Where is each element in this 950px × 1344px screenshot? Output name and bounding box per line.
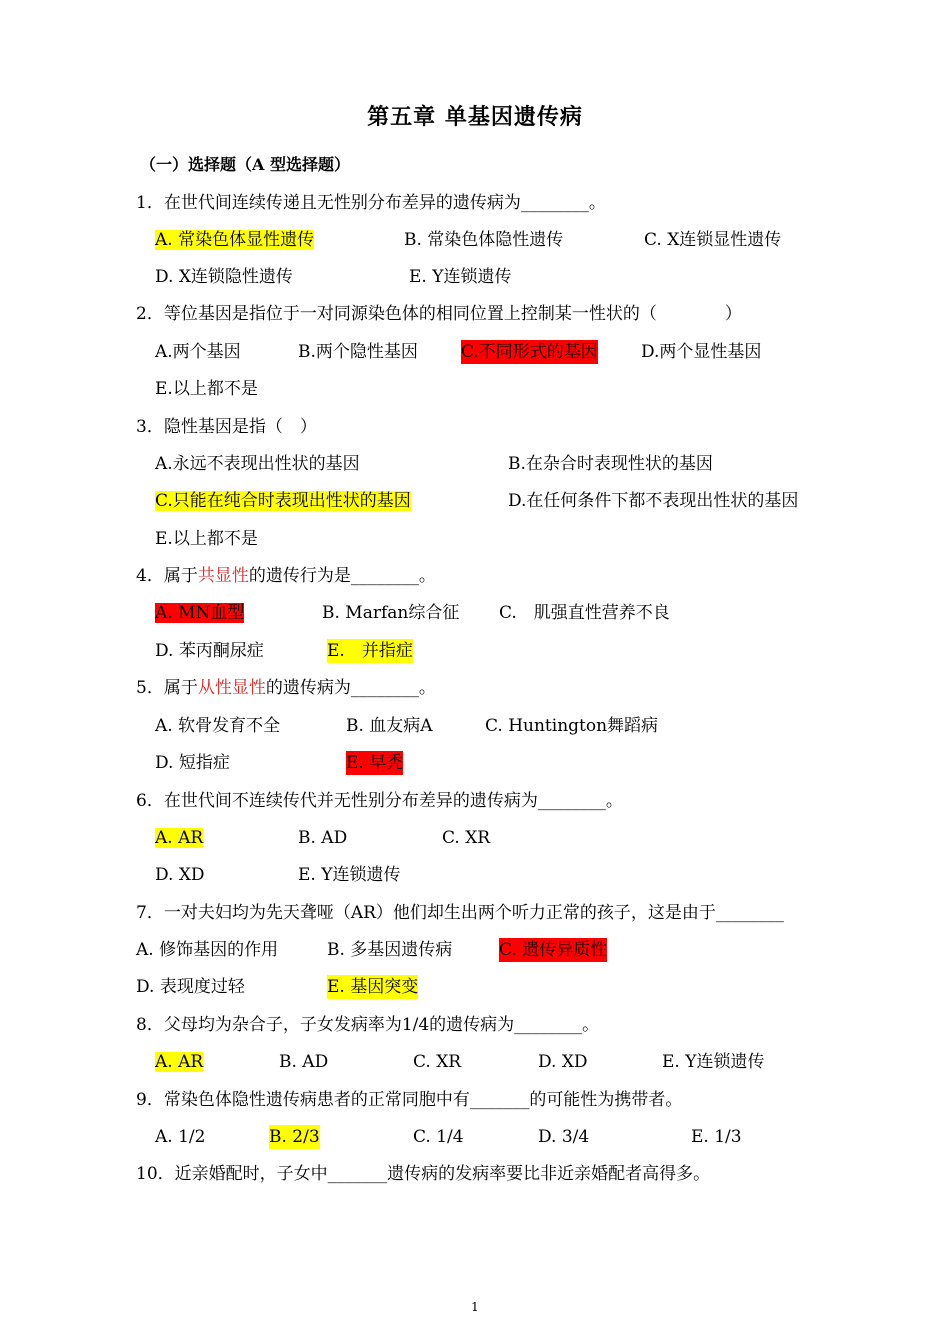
question-8-options [155,1050,765,1074]
q6-option-a[interactable]: A. AR [155,828,204,848]
q8-option-c[interactable]: C. XR [413,1052,462,1072]
q1-option-a[interactable]: A. 常染色体显性遗传 [155,230,315,250]
q2-option-b[interactable]: B.两个隐性基因 [298,342,418,362]
q6-option-e[interactable]: E. Y连锁遗传 [298,865,401,885]
question-10-stem: 10．近亲婚配时，子女中_______遗传病的发病率要比非近亲婚配者高得多。 [136,1164,711,1184]
q7-option-c[interactable]: C. 遗传异质性 [499,940,608,960]
question-7-stem: 7．一对夫妇均为先天聋哑（AR）他们却生出两个听力正常的孩子，这是由于________ [136,903,784,923]
q5-option-e[interactable]: E. 早秃 [346,753,404,773]
q3-option-a[interactable]: A.永远不表现出性状的基因 [155,454,360,474]
chapter-title: 第五章 单基因遗传病 [367,104,583,130]
q9-option-e[interactable]: E. 1/3 [691,1127,742,1147]
q9-option-d[interactable]: D. 3/4 [538,1127,590,1147]
question-7-options [136,938,608,962]
q8-option-b[interactable]: B. AD [279,1052,329,1072]
q4-option-a[interactable]: A. MN血型 [155,603,245,623]
q3-option-e[interactable]: E.以上都不是 [155,529,258,549]
question-1-options-2 [155,265,512,289]
q1-option-e[interactable]: E. Y连锁遗传 [409,267,512,287]
q5-stem-emphasis: 从性显性 [197,678,266,698]
question-5-options [155,714,659,738]
question-2-stem: 2．等位基因是指位于一对同源染色体的相同位置上控制某一性状的（ ） [136,304,742,324]
question-4-stem [136,564,436,588]
question-1-stem: 1．在世代间连续传递且无性别分布差异的遗传病为________。 [136,193,606,213]
q4-stem-pre: 4．属于 [136,566,198,586]
question-4-options [155,601,670,625]
q6-option-b[interactable]: B. AD [298,828,348,848]
q7-option-d[interactable]: D. 表现度过轻 [136,977,245,997]
question-9-options [155,1125,742,1149]
page-number: 1 [471,1300,479,1314]
question-3-options-2 [155,489,799,513]
q8-option-a[interactable]: A. AR [155,1052,204,1072]
q5-stem-post: 的遗传病为________。 [265,678,436,698]
question-2-options [155,340,762,364]
question-8-stem: 8．父母均为杂合子，子女发病率为1/4的遗传病为________。 [136,1015,600,1035]
question-1-options [155,228,782,252]
question-9-stem: 9．常染色体隐性遗传病患者的正常同胞中有_______的可能性为携带者。 [136,1090,683,1110]
question-5-options-2 [155,751,404,775]
q4-option-c[interactable]: C. 肌强直性营养不良 [499,603,670,623]
question-5-stem [136,676,436,700]
q4-stem-post: 的遗传行为是________。 [248,566,436,586]
q1-option-b[interactable]: B. 常染色体隐性遗传 [404,230,564,250]
q9-option-a[interactable]: A. 1/2 [155,1127,206,1147]
q5-option-b[interactable]: B. 血友病A [346,716,433,736]
q4-option-e[interactable]: E. 并指症 [327,641,413,661]
q3-option-d[interactable]: D.在任何条件下都不表现出性状的基因 [508,491,799,511]
q7-option-e[interactable]: E. 基因突变 [327,977,419,997]
q7-option-a[interactable]: A. 修饰基因的作用 [136,940,279,960]
q3-option-c[interactable]: C.只能在纯合时表现出性状的基因 [155,491,411,511]
q2-option-e[interactable]: E.以上都不是 [155,379,258,399]
q6-option-d[interactable]: D. XD [155,865,205,885]
q1-option-d[interactable]: D. X连锁隐性遗传 [155,267,293,287]
q2-option-d[interactable]: D.两个显性基因 [641,342,762,362]
q5-option-c[interactable]: C. Huntington舞蹈病 [485,716,659,736]
q2-option-a[interactable]: A.两个基因 [155,342,241,362]
q4-option-b[interactable]: B. Marfan综合征 [322,603,460,623]
q5-stem-pre: 5．属于 [136,678,198,698]
q9-option-b[interactable]: B. 2/3 [269,1127,320,1147]
q4-stem-emphasis: 共显性 [197,566,249,586]
q9-option-c[interactable]: C. 1/4 [413,1127,464,1147]
question-6-options [155,826,491,850]
q3-option-b[interactable]: B.在杂合时表现性状的基因 [508,454,713,474]
q2-option-c[interactable]: C.不同形式的基因 [461,342,598,362]
q7-option-b[interactable]: B. 多基因遗传病 [327,940,453,960]
q5-option-a[interactable]: A. 软骨发育不全 [155,716,281,736]
q5-option-d[interactable]: D. 短指症 [155,753,230,773]
question-7-options-2 [136,975,419,999]
section-heading: （一）选择题（A 型选择题） [140,155,350,174]
q6-option-c[interactable]: C. XR [442,828,491,848]
q8-option-e[interactable]: E. Y连锁遗传 [662,1052,765,1072]
question-3-stem: 3．隐性基因是指（ ） [136,417,317,437]
question-4-options-2 [155,639,413,663]
question-3-options [155,452,713,476]
q8-option-d[interactable]: D. XD [538,1052,588,1072]
question-6-stem: 6．在世代间不连续传代并无性别分布差异的遗传病为________。 [136,791,623,811]
q4-option-d[interactable]: D. 苯丙酮尿症 [155,641,264,661]
question-6-options-2 [155,863,401,887]
q1-option-c[interactable]: C. X连锁显性遗传 [644,230,782,250]
